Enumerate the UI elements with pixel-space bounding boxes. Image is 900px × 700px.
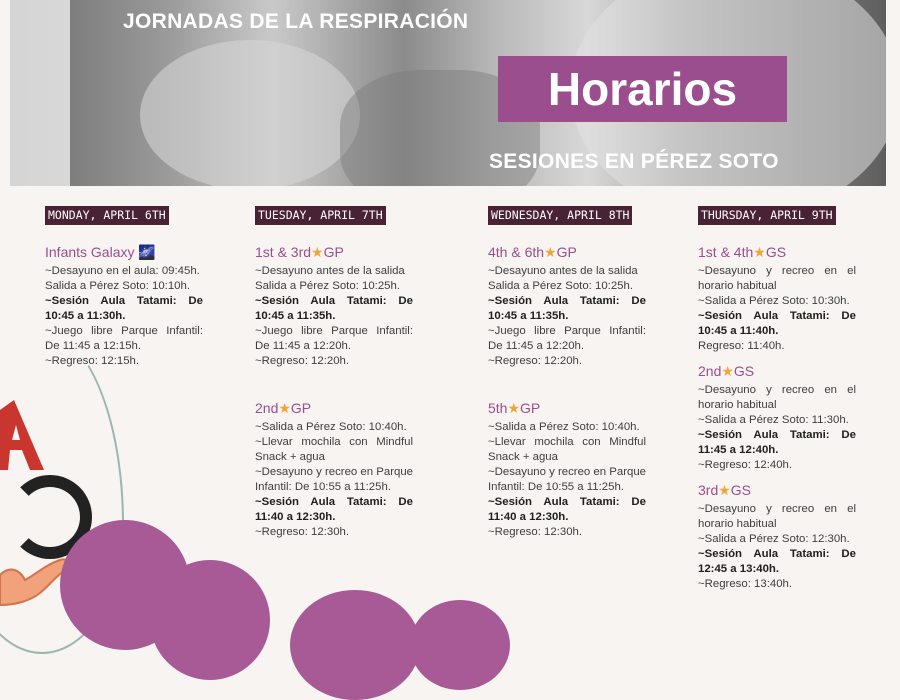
schedule-line: ~Desayuno y recreo en el horario habitual [698, 503, 856, 530]
day-column-wednesday [488, 206, 646, 540]
group-title: Infants Galaxy 🌌 [45, 244, 156, 260]
day-header: THURSDAY, APRIL 9TH [698, 206, 836, 225]
group-title [488, 401, 646, 416]
star-icon: ★ [278, 400, 291, 416]
schedule-line: ~Regreso: 12:20h. [255, 355, 350, 367]
schedule-line: ~Desayuno y recreo en Parque Infantil: De 10:55 a 11:25h. [488, 466, 646, 493]
cloud-shape [290, 590, 420, 700]
group-suffix: GP [323, 244, 344, 260]
day-column-tuesday [255, 206, 413, 540]
day-header: WEDNESDAY, APRIL 8TH [488, 206, 632, 225]
group-title [698, 245, 856, 260]
schedule-line: ~Regreso: 12:30h. [255, 526, 350, 538]
group-title [698, 364, 856, 379]
schedule-line: ~Llevar mochila con Mindful Snack + agua [488, 436, 646, 463]
schedule-line: ~Salida a Pérez Soto: 12:30h. [698, 533, 850, 545]
group-suffix: GP [556, 244, 577, 260]
group-suffix: GS [730, 482, 752, 498]
schedule-line: ~Salida a Pérez Soto: 10:40h. [488, 421, 640, 433]
photo-shape [10, 0, 70, 186]
schedule-line: ~Sesión Aula Tatami: De 12:45 a 13:40h. [698, 548, 856, 575]
group-title [488, 245, 646, 260]
schedule-line: ~Juego libre Parque Infantil: De 11:45 a 12:15h. [45, 325, 203, 352]
group-suffix: GS [765, 244, 787, 260]
schedule-line: ~Desayuno y recreo en Parque Infantil: De 10:55 a 11:25h. [255, 466, 413, 493]
schedule-line: ~Regreso: 12:15h. [45, 355, 140, 367]
sessions-subtitle: SESIONES EN PÉREZ SOTO [489, 150, 779, 173]
schedule-line: ~Sesión Aula Tatami: De 10:45 a 11:30h. [45, 295, 203, 322]
schedule-line: ~Salida a Pérez Soto: 10:30h. [698, 295, 850, 307]
schedule-line: ~Sesión Aula Tatami: De 10:45 a 11:40h. [698, 310, 856, 337]
photo-shape [140, 40, 360, 186]
schedule-line: ~Sesión Aula Tatami: De 10:45 a 11:35h. [255, 295, 413, 322]
group-label: 2nd [698, 363, 722, 379]
group-suffix: GP [290, 400, 312, 416]
cloud-shape [150, 560, 270, 680]
schedule-line: ~Salida a Pérez Soto: 11:30h. [698, 414, 849, 426]
schedule-line: ~Desayuno en el aula: 09:45h. [45, 265, 200, 277]
schedule-line: Salida a Pérez Soto: 10:25h. [488, 280, 634, 292]
day-header: TUESDAY, APRIL 7TH [255, 206, 386, 225]
schedule-line: ~Regreso: 12:20h. [488, 355, 583, 367]
letter-a-shape [0, 400, 44, 470]
group-suffix: GS [733, 363, 755, 379]
group-label: 3rd [698, 482, 719, 498]
schedule-line: ~Regreso: 12:30h. [488, 526, 583, 538]
star-icon: ★ [718, 482, 731, 498]
schedule-line: ~Desayuno antes de la salida [255, 265, 405, 277]
schedule-line: ~Juego libre Parque Infantil: De 11:45 a 12:20h. [255, 325, 413, 352]
group-title [255, 245, 413, 260]
day-column-thursday [698, 206, 856, 592]
group-label: 1st & 4th [698, 244, 754, 260]
group-label: 2nd [255, 400, 279, 416]
group-title [698, 483, 856, 498]
schedule-line: ~Sesión Aula Tatami: De 11:40 a 12:30h. [255, 496, 413, 523]
schedule-line: ~Desayuno y recreo en el horario habitual [698, 384, 856, 411]
schedule-badge-label: Horarios [547, 63, 738, 115]
group-suffix: GP [520, 400, 541, 416]
schedule-line: Regreso: 11:40h. [698, 340, 785, 352]
schedule-line: ~Llevar mochila con Mindful Snack + agua [255, 436, 413, 463]
star-icon: ★ [311, 244, 324, 260]
schedule-line: ~Sesión Aula Tatami: De 11:45 a 12:40h. [698, 429, 856, 456]
star-icon: ★ [721, 363, 734, 379]
star-icon: ★ [507, 400, 521, 416]
schedule-line: ~Juego libre Parque Infantil: De 11:45 a 12:20h. [488, 325, 646, 352]
schedule-line: Salida a Pérez Soto: 10:10h. [45, 280, 191, 292]
schedule-line: ~Desayuno antes de la salida [488, 265, 638, 277]
group-label: 5th [488, 400, 508, 416]
group-label: 4th & 6th [488, 244, 545, 260]
star-icon: ★ [753, 244, 766, 260]
group-label: 1st & 3rd [255, 244, 312, 260]
schedule-line: ~Regreso: 13:40h. [698, 578, 793, 590]
group-title [255, 401, 413, 416]
cloud-shape [410, 600, 510, 690]
day-header: MONDAY, APRIL 6TH [45, 206, 169, 225]
schedule-line: ~Desayuno y recreo en el horario habitual [698, 265, 856, 292]
schedule-line: ~Sesión Aula Tatami: De 11:40 a 12:30h. [488, 496, 646, 523]
star-icon: ★ [544, 244, 557, 260]
event-title: JORNADAS DE LA RESPIRACIÓN [123, 10, 469, 33]
schedule-line: Salida a Pérez Soto: 10:25h. [255, 280, 401, 292]
schedule-line: ~Regreso: 12:40h. [698, 459, 793, 471]
schedule-line: ~Sesión Aula Tatami: De 10:45 a 11:35h. [488, 295, 646, 322]
schedule-line: ~Salida a Pérez Soto: 10:40h. [255, 421, 407, 433]
schedule-badge [498, 56, 787, 122]
